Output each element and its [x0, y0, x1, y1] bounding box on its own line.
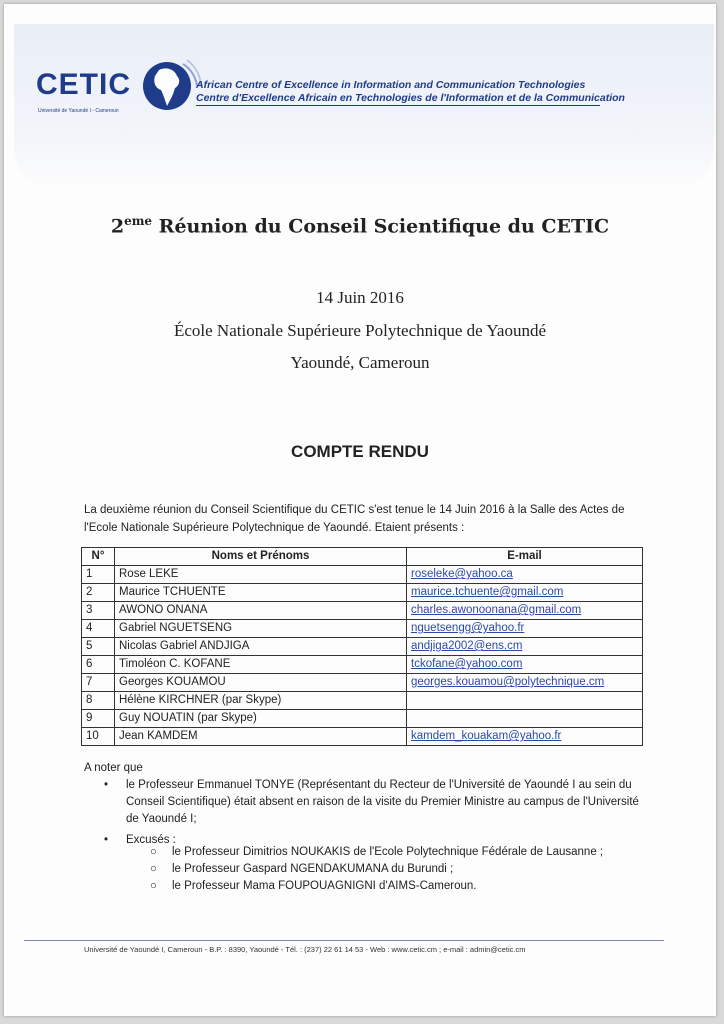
- row-number: 4: [82, 620, 115, 638]
- member-name: Timoléon C. KOFANE: [115, 656, 407, 674]
- meeting-date: 14 Juin 2016: [316, 288, 404, 307]
- table-row: [82, 602, 643, 620]
- email-link[interactable]: georges.kouamou@polytechnique.cm: [411, 676, 605, 688]
- member-name: Guy NOUATIN (par Skype): [115, 710, 407, 728]
- row-number: 2: [82, 584, 115, 602]
- note-absent-rector: le Professeur Emmanuel TONYE (Représentant du Recteur de l'Université de Yaoundé I au sein du Conseil Scientifique) était absent en raison de la visite du Premier Ministre au campus de l'Université de Yaoundé I;: [126, 779, 639, 825]
- member-name: Maurice TCHUENTE: [115, 584, 407, 602]
- bullet-dot-icon: •: [104, 779, 109, 791]
- bullet-dot-icon: •: [104, 834, 109, 846]
- row-number: 3: [82, 602, 115, 620]
- logo-subtitle: Université de Yaoundé I - Cameroun: [38, 108, 119, 114]
- row-number: 7: [82, 674, 115, 692]
- email-link[interactable]: charles.awonoonana@gmail.com: [411, 604, 582, 616]
- email-link[interactable]: andjiga2002@ens.cm: [411, 640, 523, 652]
- column-header-email: E-mail: [407, 548, 643, 566]
- member-name: Gabriel NGUETSENG: [115, 620, 407, 638]
- excused-member: le Professeur Mama FOUPOUAGNIGNI d'AIMS-Cameroun.: [172, 880, 477, 892]
- document-title: 2eme Réunion du Conseil Scientifique du CETIC: [110, 214, 610, 238]
- org-name-english: African Centre of Excellence in Information and Communication Technologies: [196, 79, 586, 91]
- member-name: Nicolas Gabriel ANDJIGA: [115, 638, 407, 656]
- meeting-city: Yaoundé, Cameroun: [290, 353, 430, 372]
- email-link[interactable]: kamdem_kouakam@yahoo.fr: [411, 730, 562, 742]
- circle-bullet-icon: ○: [150, 863, 157, 875]
- cetic-logo: CETIC: [36, 68, 131, 101]
- globe-africa-icon: [137, 56, 201, 116]
- header-rule: [196, 105, 600, 106]
- footer-rule: [24, 940, 664, 941]
- excused-member: le Professeur Dimitrios NOUKAKIS de l'Ecole Polytechnique Fédérale de Lausanne ;: [172, 846, 604, 858]
- email-link[interactable]: maurice.tchuente@gmail.com: [411, 586, 564, 598]
- member-email: [407, 692, 643, 710]
- row-number: 6: [82, 656, 115, 674]
- member-email: [407, 710, 643, 728]
- circle-bullet-icon: ○: [150, 880, 157, 892]
- member-name: Georges KOUAMOU: [115, 674, 407, 692]
- row-number: 1: [82, 566, 115, 584]
- member-email: [407, 638, 643, 656]
- table-row: [82, 710, 643, 728]
- member-email: [407, 584, 643, 602]
- document-page: [4, 4, 716, 1016]
- member-email: [407, 674, 643, 692]
- row-number: 8: [82, 692, 115, 710]
- section-heading: COMPTE RENDU: [291, 442, 429, 461]
- column-header-number: N°: [82, 548, 115, 566]
- attendance-table: [81, 547, 643, 746]
- email-link[interactable]: roseleke@yahoo.ca: [411, 568, 513, 580]
- member-name: AWONO ONANA: [115, 602, 407, 620]
- row-number: 5: [82, 638, 115, 656]
- table-row: [82, 620, 643, 638]
- member-email: [407, 656, 643, 674]
- letterhead-band: [14, 24, 714, 189]
- member-name: Jean KAMDEM: [115, 728, 407, 746]
- email-link[interactable]: tckofane@yahoo.com: [411, 658, 523, 670]
- row-number: 9: [82, 710, 115, 728]
- meeting-venue: École Nationale Supérieure Polytechnique de Yaoundé: [173, 321, 546, 340]
- member-name: Rose LEKE: [115, 566, 407, 584]
- table-row: [82, 638, 643, 656]
- row-number: 10: [82, 728, 115, 746]
- table-row: [82, 566, 643, 584]
- table-row: [82, 584, 643, 602]
- circle-bullet-icon: ○: [150, 846, 157, 858]
- column-header-name: Noms et Prénoms: [115, 548, 407, 566]
- table-header-row: [82, 548, 643, 566]
- org-name-french: Centre d'Excellence Africain en Technologies de l'Information et de la Communication: [196, 92, 625, 104]
- member-email: [407, 602, 643, 620]
- excused-member: le Professeur Gaspard NGENDAKUMANA du Burundi ;: [172, 863, 454, 875]
- footer-contact: Université de Yaoundé I, Cameroun - B.P. : 8390, Yaoundé - Tél. : (237) 22 61 14 53 - Web : www.cetic.cm ; e-mail : admin@cetic.cm: [84, 945, 526, 954]
- table-row: [82, 692, 643, 710]
- table-row: [82, 656, 643, 674]
- note-excused-label: Excusés :: [126, 834, 176, 846]
- member-email: [407, 620, 643, 638]
- member-email: [407, 728, 643, 746]
- notes-lead: A noter que: [84, 762, 143, 774]
- table-row: [82, 674, 643, 692]
- member-name: Hélène KIRCHNER (par Skype): [115, 692, 407, 710]
- member-email: [407, 566, 643, 584]
- email-link[interactable]: nguetsengg@yahoo.fr: [411, 622, 525, 634]
- table-row: [82, 728, 643, 746]
- intro-paragraph: La deuxième réunion du Conseil Scientifique du CETIC s'est tenue le 14 Juin 2016 à la Salle des Actes de l'Ecole Nationale Supérieure Polytechnique de Yaoundé. Etaient présents :: [84, 504, 625, 534]
